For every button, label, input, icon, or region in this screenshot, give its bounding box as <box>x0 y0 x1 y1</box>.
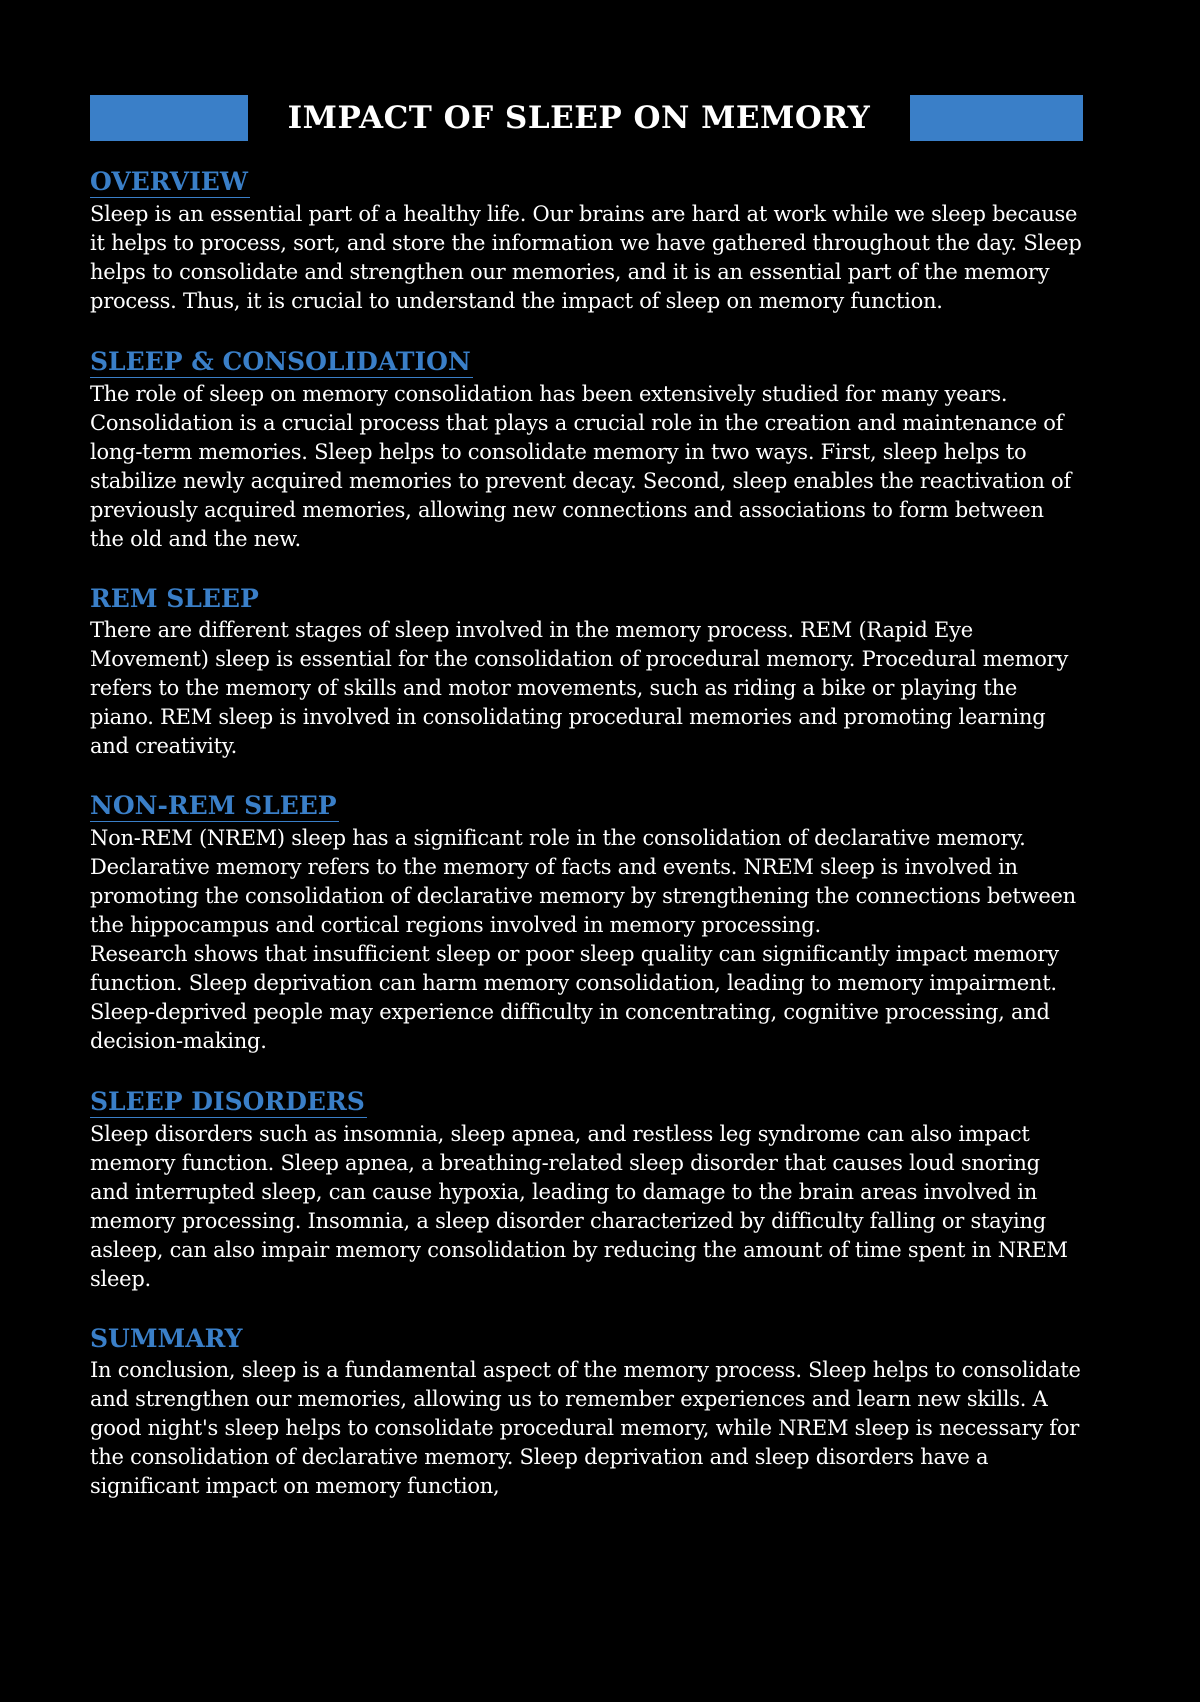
section-heading-overview: OVERVIEW <box>90 167 248 196</box>
section-non-rem-sleep <box>90 791 1083 1056</box>
title-banner <box>90 95 1083 141</box>
section-overview <box>90 167 1083 316</box>
section-heading-sleep-disorders: SLEEP DISORDERS <box>90 1087 365 1116</box>
document-title: IMPACT OF SLEEP ON MEMORY <box>287 100 871 136</box>
section-heading-non-rem-sleep: NON-REM SLEEP <box>90 791 337 820</box>
section-sleep-disorders <box>90 1087 1083 1294</box>
paragraph: Research shows that insufficient sleep or poor sleep quality can significantly impact memory function. Sleep deprivation can harm memory consolidation, leading to memory impairment. Sleep-deprived people may experience difficulty in concentrating, cognitive processing, and decision-making. <box>90 942 1059 1053</box>
paragraph: In conclusion, sleep is a fundamental aspect of the memory process. Sleep helps to consolidate and strengthen our memories, allowing us to remember experiences and learn new skills. A good night's sleep helps to consolidate procedural memory, while NREM sleep is necessary for the consolidation of declarative memory. Sleep deprivation and sleep disorders have a significant impact on memory function, <box>90 1358 1081 1498</box>
title-accent-bar-left <box>90 95 248 141</box>
section-rem-sleep <box>90 584 1083 761</box>
section-heading-rem-sleep: REM SLEEP <box>90 584 259 613</box>
paragraph: Sleep is an essential part of a healthy life. Our brains are hard at work while we sleep because it helps to process, sort, and store the information we have gathered throughout the day. Sleep helps to consolidate and strengthen our memories, and it is an essential part of the memory process. Thus, it is crucial to understand the impact of sleep on memory function. <box>90 202 1082 313</box>
document-page <box>90 95 1083 1501</box>
section-summary <box>90 1324 1083 1501</box>
title-accent-bar-right <box>910 95 1083 141</box>
paragraph: There are different stages of sleep involved in the memory process. REM (Rapid Eye Movement) sleep is essential for the consolidation of procedural memory. Procedural memory refers to the memory of skills and motor movements, such as riding a bike or playing the piano. REM sleep is involved in consolidating procedural memories and promoting learning and creativity. <box>90 618 1069 758</box>
paragraph: Sleep disorders such as insomnia, sleep apnea, and restless leg syndrome can also impact memory function. Sleep apnea, a breathing-related sleep disorder that causes loud snoring and interrupted sleep, can cause hypoxia, leading to damage to the brain areas involved in memory processing. Insomnia, a sleep disorder characterized by difficulty falling or staying asleep, can also impair memory consolidation by reducing the amount of time spent in NREM sleep. <box>90 1122 1068 1291</box>
section-heading-sleep-consolidation: SLEEP & CONSOLIDATION <box>90 347 471 376</box>
section-heading-summary: SUMMARY <box>90 1324 243 1353</box>
section-sleep-consolidation <box>90 347 1083 554</box>
paragraph: The role of sleep on memory consolidation has been extensively studied for many years. Consolidation is a crucial process that plays a crucial role in the creation and maintenance of long-term memories. Sleep helps to consolidate memory in two ways. First, sleep helps to stabilize newly acquired memories to prevent decay. Second, sleep enables the reactivation of previously acquired memories, allowing new connections and associations to form between the old and the new. <box>90 382 1071 551</box>
paragraph: Non-REM (NREM) sleep has a significant role in the consolidation of declarative memory. Declarative memory refers to the memory of facts and events. NREM sleep is involved in promoting the consolidation of declarative memory by strengthening the connections between the hippocampus and cortical regions involved in memory processing. <box>90 826 1076 937</box>
